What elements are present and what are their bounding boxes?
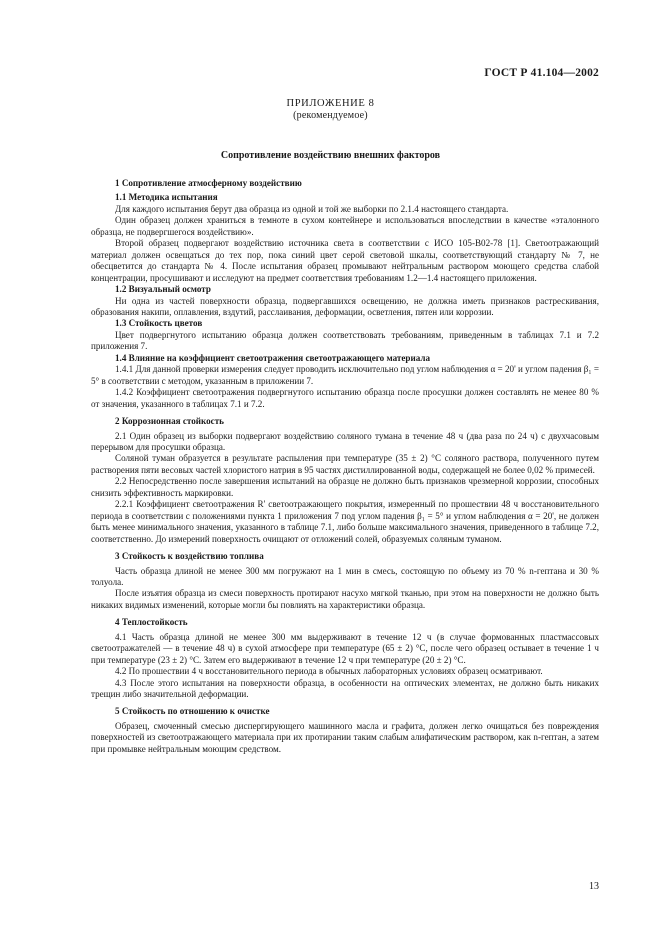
- paragraph: 4.3 После этого испытания на поверхности образца, в особенности на оптических элементах, не должно быть никаких трещин либо значительной деформации.: [91, 677, 599, 700]
- document-title: Сопротивление воздействию внешних факторов: [220, 150, 441, 161]
- section-5-heading: 5 Стойкость по отношению к очистке: [115, 706, 270, 717]
- section-4-heading: 4 Теплостойкость: [115, 617, 188, 628]
- paragraph: 2.2 Непосредственно после завершения испытаний на образце не должно быть признаков чрезмерной коррозии, способных снизить эффективность маркировки.: [91, 476, 599, 498]
- appendix-subtitle: (рекомендуемое): [293, 110, 368, 121]
- paragraph: 2.1 Один образец из выборки подвергают воздействию соляного тумана в течение 48 ч (два раза по 24 ч) с двухчасовым перерывом для просушки образца.: [91, 430, 599, 452]
- section-2-heading: 2 Коррозионная стойкость: [115, 416, 224, 427]
- section-1-heading: 1 Сопротивление атмосферному воздействию: [115, 178, 302, 188]
- paragraph: Часть образца длиной не менее 300 мм погружают на 1 мин в смесь, состоящую по объему из 70 % n-гептана и 30 % толуола.: [91, 565, 599, 587]
- paragraph: 4.1 Часть образца длиной не менее 300 мм выдерживают в течение 12 ч (в случае формованных пластмассовых светоотражателей — в течение 48 ч) в сухой атмосфере при температуре (65 ± 2) °С, после чего образец остывает в течение 1 ч при температуре (23 ± 2) °С. Затем его выдерживают в течение 12 ч при температуре (20 ± 2) °С.: [91, 631, 599, 665]
- paragraph: Один образец должен храниться в темноте в сухом контейнере и использоваться впоследствии в качестве «эталонного образца, не подвергшегося воздействию».: [91, 215, 599, 237]
- page-number: 13: [589, 881, 599, 892]
- paragraph: Образец, смоченный смесью диспергирующего машинного масла и графита, должен легко очищаться без повреждения поверхностей из светоотражающего материала при их протирании таким слабым алифатическим раствором, как n-гептан, а затем при промывке нейтральным моющим средством.: [91, 720, 599, 754]
- paragraph: После изъятия образца из смеси поверхность протирают насухо мягкой тканью, при этом на поверхности не должно быть никаких видимых изменений, которые могли бы повлиять на характеристики образца.: [91, 588, 599, 610]
- paragraph: Соляной туман образуется в результате распыления при температуре (35 ± 2) °С соляного раствора, полученного путем растворения пяти весовых частей хлористого натрия в 95 частях дистиллированной воды, содержащей не более 0,02 % примесей.: [91, 453, 599, 475]
- document-body: [91, 172, 599, 755]
- section-1-1-heading: 1.1 Методика испытания: [115, 192, 218, 203]
- paragraph: Для каждого испытания берут два образца из одной и той же выборки по 2.1.4 настоящего стандарта.: [115, 203, 509, 214]
- appendix-title: ПРИЛОЖЕНИЕ 8: [286, 98, 375, 109]
- appendix-block: [0, 98, 661, 121]
- paragraph: Второй образец подвергают воздействию источника света в соответствии с ИСО 105-В02-78 [1]. Светоотражающий материал должен освещаться до тех пор, пока синий цвет серой световой шкалы, соответствующий стандарту № 7, не обесцветится до стандарта № 4. После испытания образец промывают нейтральным раствором моющего средства слабой концентрации, просушивают и исследуют на предмет соответствия требованиям 1.2—1.4 настоящего приложения.: [91, 238, 599, 283]
- paragraph: Ни одна из частей поверхности образца, подвергавшихся освещению, не должна иметь признаков растрескивания, образования накипи, оплавления, вздутий, расслаивания, деформации, осветления, пятен или коррозии.: [91, 295, 599, 317]
- section-1-2-heading: 1.2 Визуальный осмотр: [115, 284, 211, 295]
- paragraph: 2.2.1 Коэффициент светоотражения R' светоотражающего покрытия, измеренный по прошествии 48 ч восстановительного периода в соответствии с положениями пункта 1 приложения 7 под углом падения β₁ = 5° и углом наблюдения α = 20', не должен быть менее минимального значения, указанного в таблице 7.1, либо больше максимального значения, приведенного в таблице 7.2, соответственно. До измерений поверхность очищают от отложений солей, образуемых соляным туманом.: [91, 499, 599, 544]
- section-3-heading: 3 Стойкость к воздействию топлива: [115, 551, 264, 562]
- paragraph: 4.2 По прошествии 4 ч восстановительного периода в обычных лабораторных условиях образец осматривают.: [115, 666, 543, 677]
- section-1-4-heading: 1.4 Влияние на коэффициент светоотражения светоотражающего материала: [115, 352, 430, 363]
- paragraph: 1.4.1 Для данной проверки измерения следует проводить исключительно под углом наблюдения α = 20' и углом падения β₁ = 5° в соответствии с методом, указанным в приложении 7.: [91, 364, 599, 386]
- standard-header: ГОСТ Р 41.104—2002: [484, 67, 599, 79]
- paragraph: 1.4.2 Коэффициент светоотражения подвергнутого испытанию образца после просушки должен составлять не менее 80 % от значения, указанного в таблицах 7.1 и 7.2.: [91, 387, 599, 409]
- section-1-3-heading: 1.3 Стойкость цветов: [115, 318, 203, 329]
- paragraph: Цвет подвергнутого испытанию образца должен соответствовать требованиям, приведенным в таблицах 7.1 и 7.2 приложения 7.: [91, 329, 599, 352]
